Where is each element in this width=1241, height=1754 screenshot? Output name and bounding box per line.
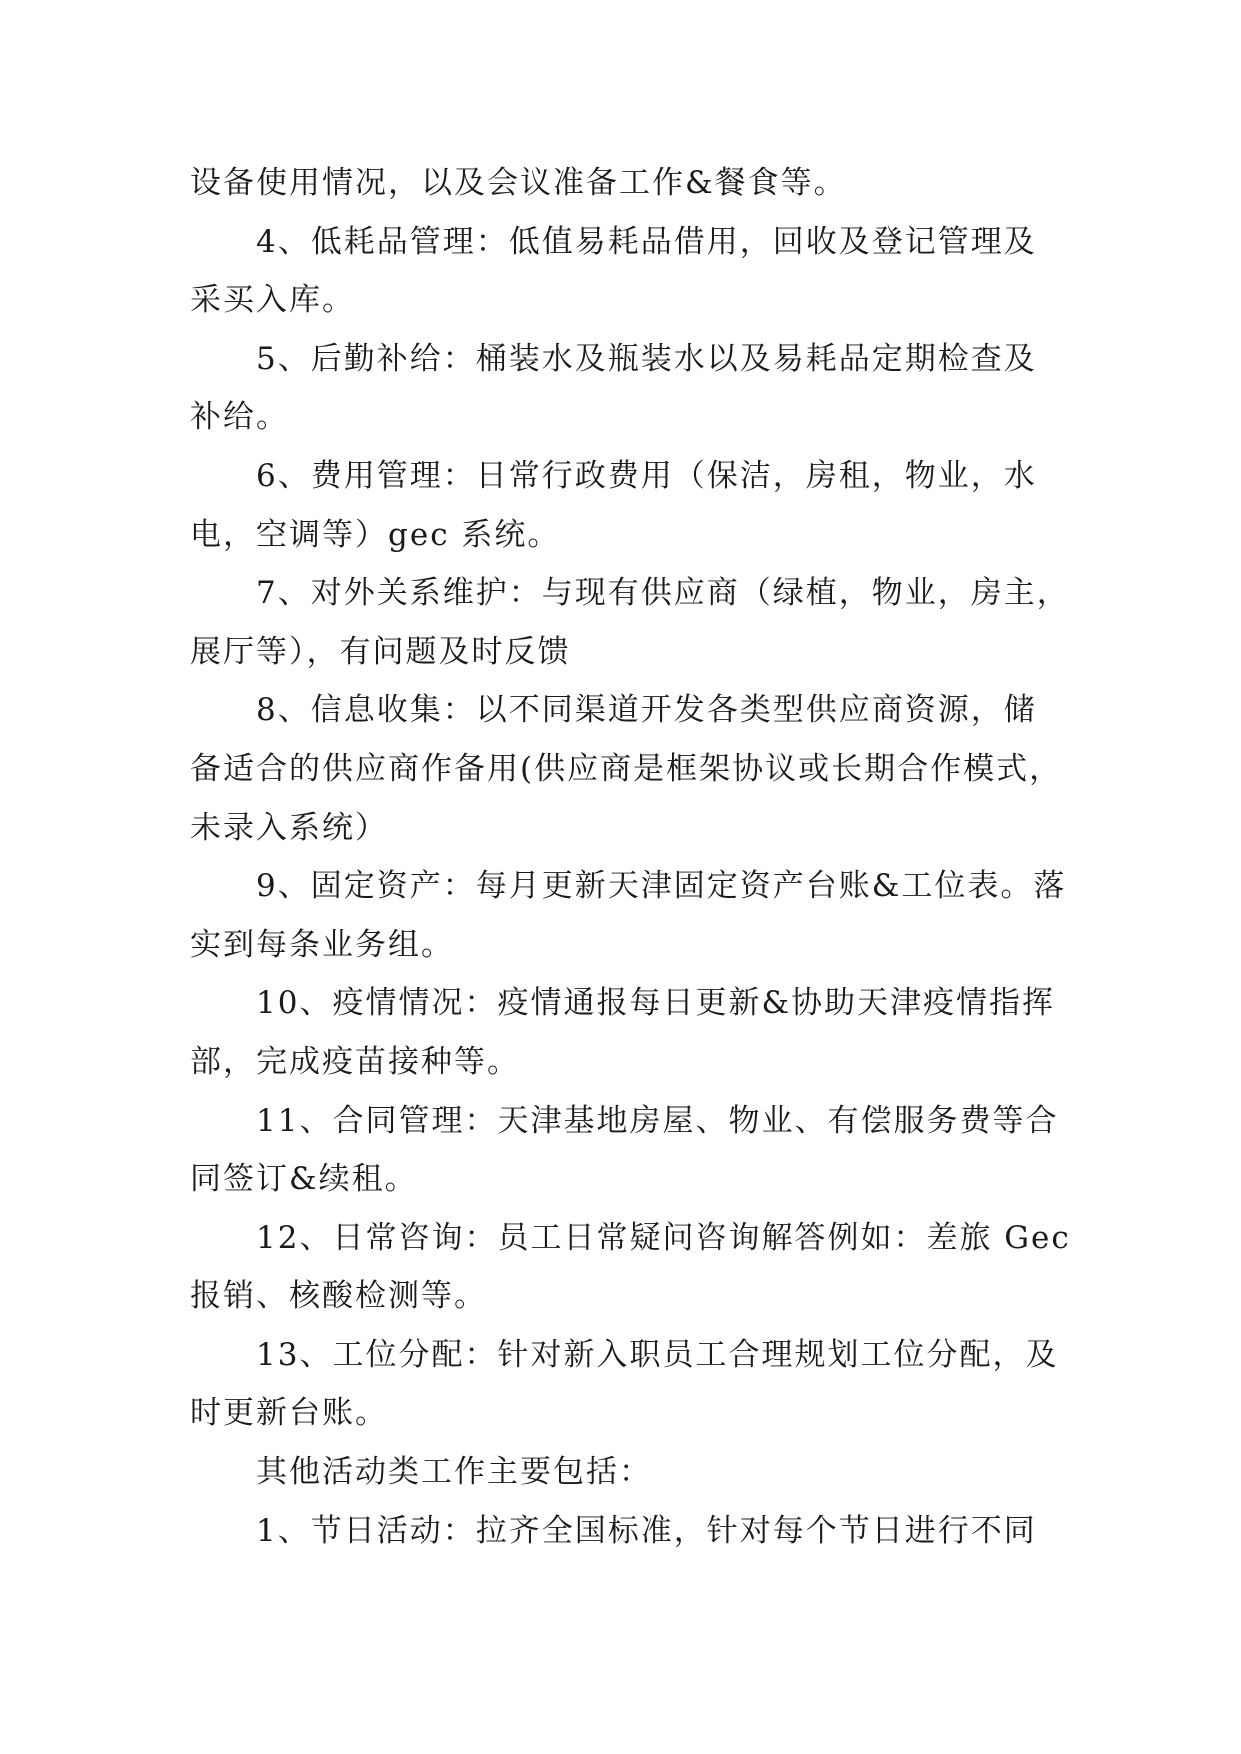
paragraph-activity-1-holidays (190, 1502, 1070, 1561)
text-line: 4、低耗品管理：低值易耗品借用，回收及登记管理及 (256, 223, 1037, 260)
text-line: 11、合同管理：天津基地房屋、物业、有偿服务费等合 (256, 1102, 1059, 1139)
text-line: 6、费用管理：日常行政费用（保洁，房租，物业，水 (256, 457, 1037, 494)
text-line: 未录入系统） (190, 809, 388, 846)
text-line: 12、日常咨询：员工日常疑问咨询解答例如：差旅 Gec (256, 1219, 1071, 1256)
document-body (190, 154, 1070, 1560)
text-line: 9、固定资产：每月更新天津固定资产台账&工位表。落 (256, 868, 1067, 905)
paragraph-other-activities-heading (190, 1443, 1070, 1502)
text-line: 10、疫情情况：疫情通报每日更新&协助天津疫情指挥 (256, 985, 1056, 1022)
paragraph-item-11-contracts (190, 1092, 1070, 1209)
text-line: 补给。 (190, 399, 289, 436)
text-line: 时更新台账。 (190, 1395, 388, 1432)
text-line: 报销、核酸检测等。 (190, 1278, 487, 1315)
text-line: 13、工位分配：针对新入职员工合理规划工位分配，及 (256, 1336, 1059, 1373)
paragraph-item-6-expenses (190, 447, 1070, 564)
paragraph-item-10-epidemic (190, 974, 1070, 1091)
paragraph-item-5-supplies (190, 330, 1070, 447)
text-line: 设备使用情况，以及会议准备工作&餐食等。 (190, 165, 847, 201)
text-line: 7、对外关系维护：与现有供应商（绿植，物业，房主， (256, 575, 1070, 612)
text-line: 1、节日活动：拉齐全国标准，针对每个节日进行不同 (256, 1512, 1037, 1549)
text-line: 实到每条业务组。 (190, 926, 454, 963)
text-line: 采买入库。 (190, 282, 355, 319)
text-line: 其他活动类工作主要包括： (256, 1454, 652, 1491)
paragraph-item-4-consumables (190, 213, 1070, 330)
text-line: 备适合的供应商作备用(供应商是框架协议或长期合作模式， (190, 750, 1063, 787)
paragraph-item-9-fixed-assets (190, 857, 1070, 974)
paragraph-item-8-information (190, 681, 1070, 857)
paragraph-equipment-usage (190, 154, 1070, 213)
paragraph-item-7-relations (190, 564, 1070, 681)
text-line: 同签订&续租。 (190, 1161, 418, 1198)
text-line: 展厅等），有问题及时反馈 (190, 633, 571, 670)
text-line: 部，完成疫苗接种等。 (190, 1043, 520, 1080)
text-line: 8、信息收集：以不同渠道开发各类型供应商资源，储 (256, 692, 1037, 729)
paragraph-item-12-consulting (190, 1209, 1070, 1326)
paragraph-item-13-workstations (190, 1326, 1070, 1443)
text-line: 5、后勤补给：桶装水及瓶装水以及易耗品定期检查及 (256, 340, 1037, 377)
text-line: 电，空调等）gec 系统。 (190, 516, 561, 553)
